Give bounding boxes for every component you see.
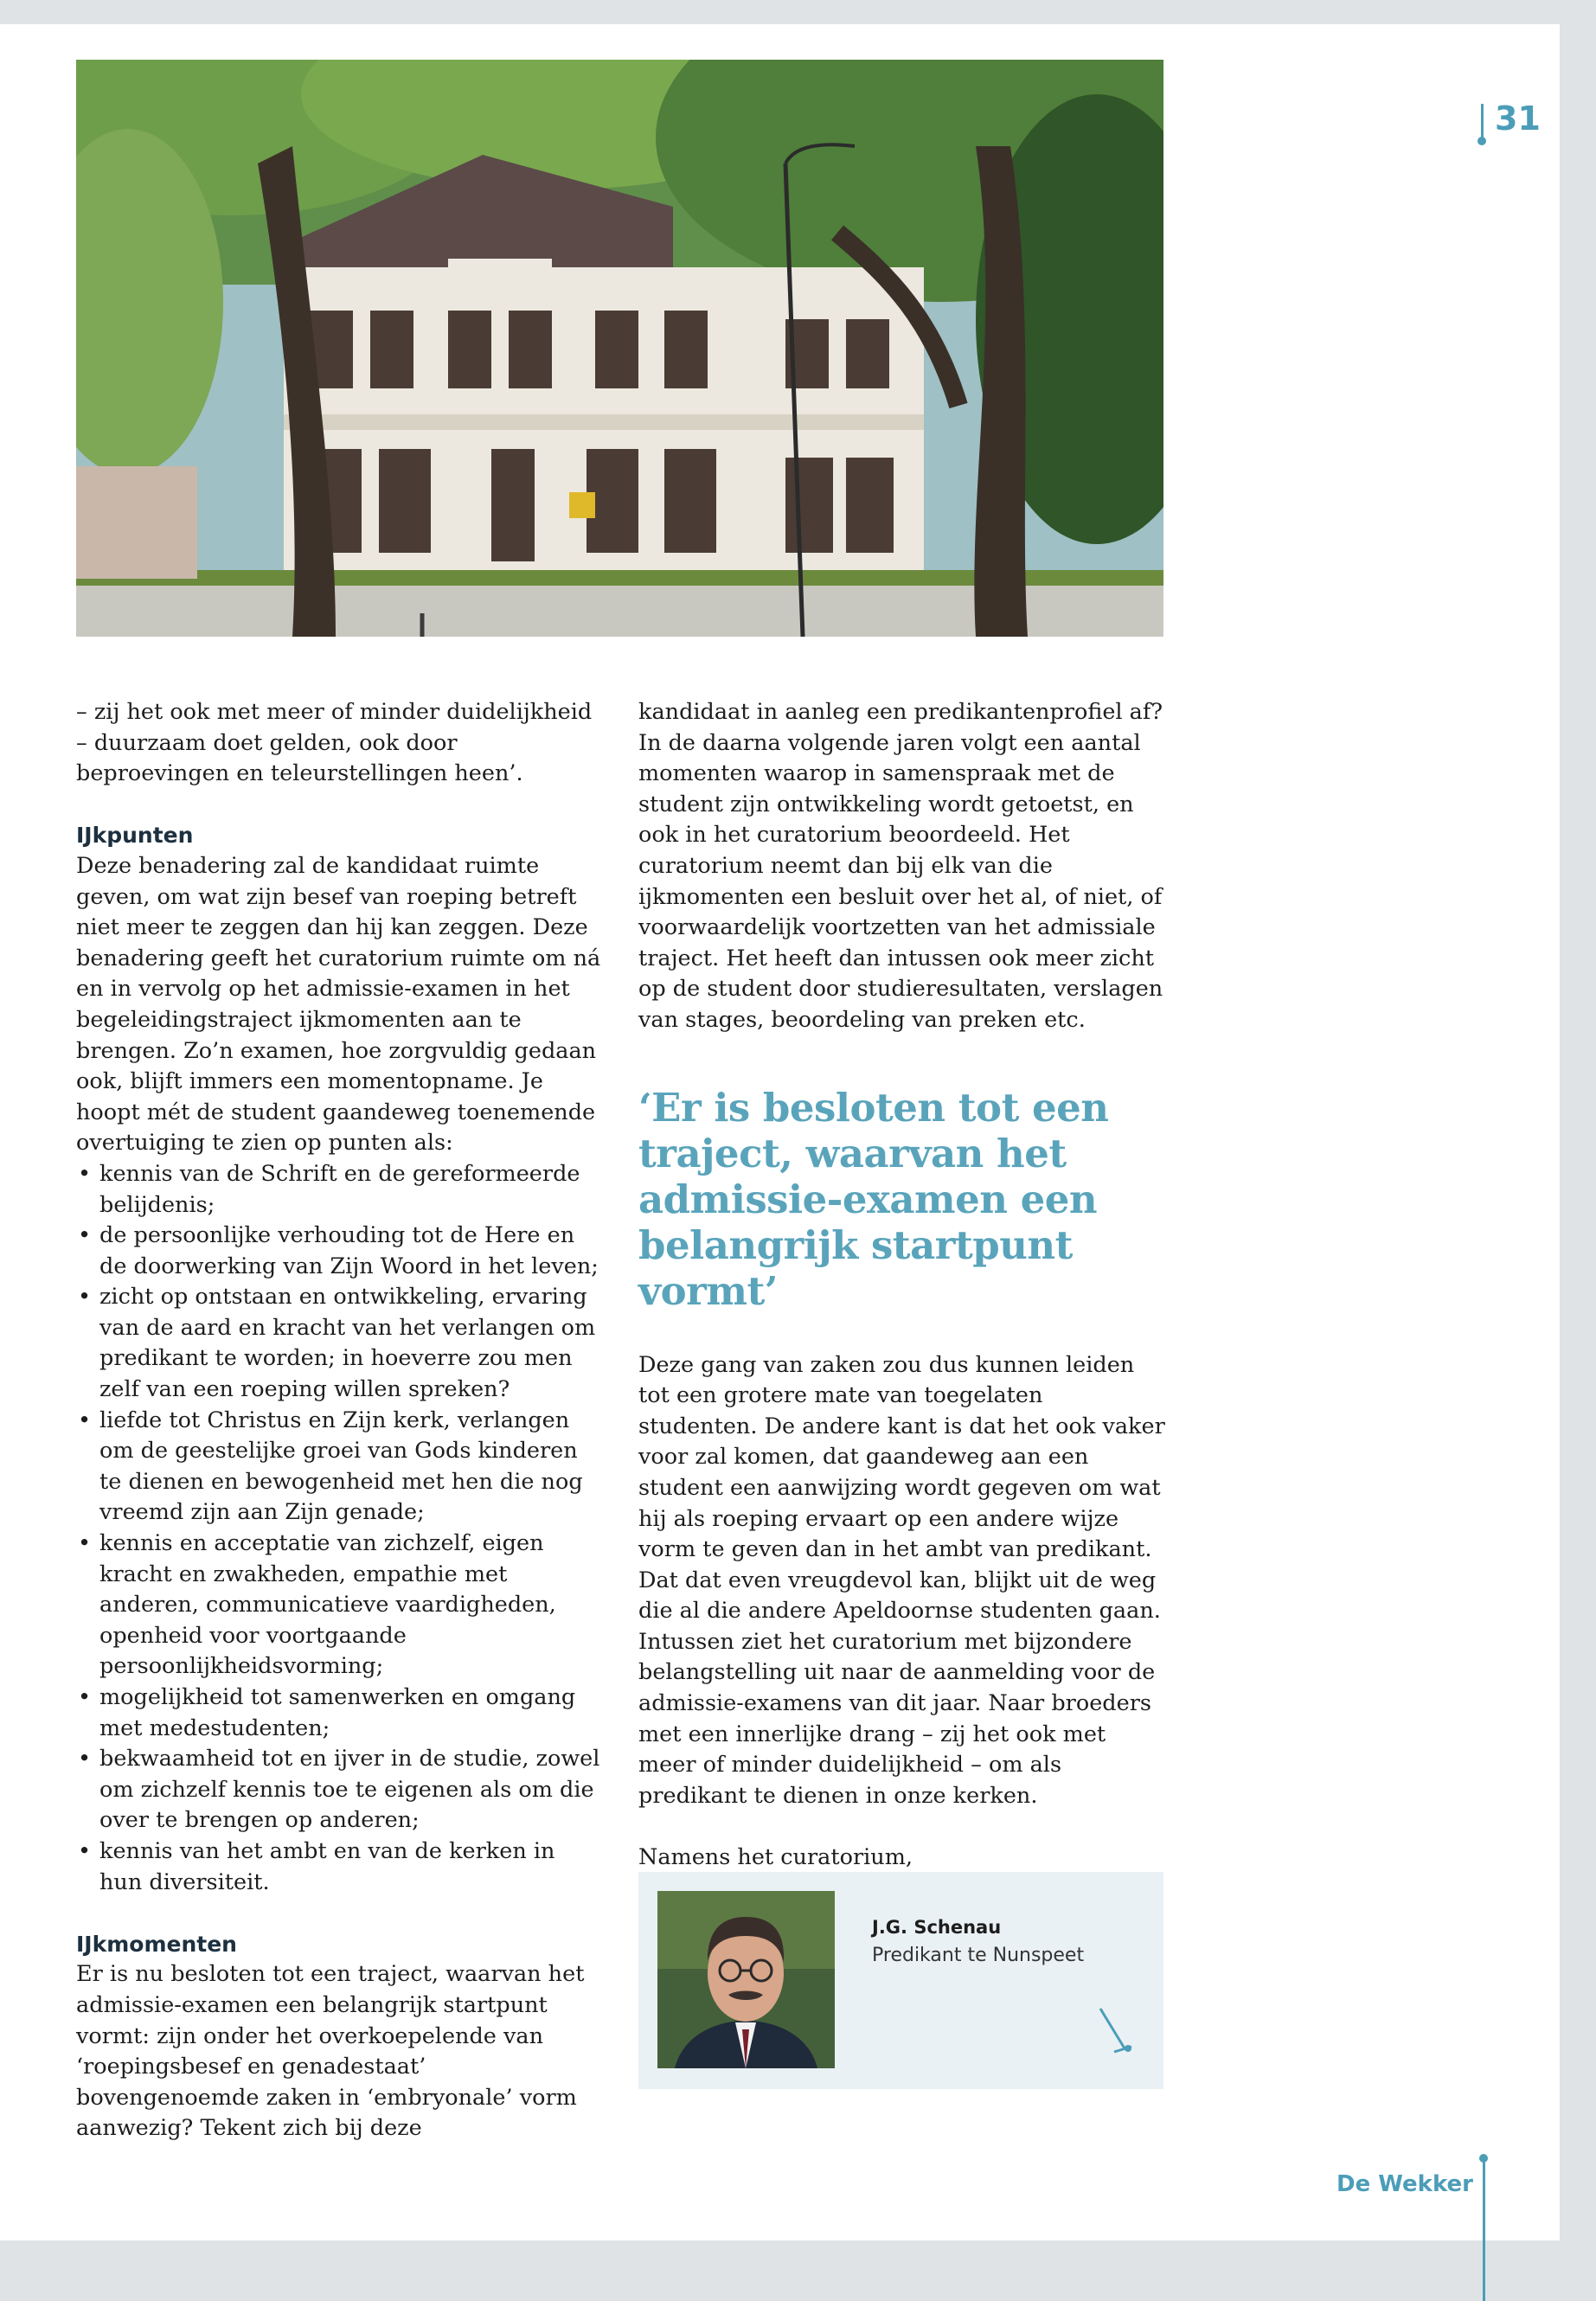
- signature-line-1: Namens het curatorium,: [638, 1844, 913, 1871]
- list-item: • kennis van de Schrift en de gereformeerde belijdenis;: [76, 1159, 604, 1221]
- footer-line: [1483, 2158, 1485, 2301]
- intro-paragraph: – zij het ook met meer of minder duidelijkheid – duurzaam doet gelden, ook door beproevingen en teleurstellingen heen’.: [76, 699, 593, 787]
- left-column: [76, 697, 604, 2144]
- portrait-photo: [657, 1891, 835, 2068]
- list-item: • zicht op ontstaan en ontwikkeling, ervaring van de aard en kracht van het verlangen om predikant te worden; in hoeverre zou men zelf van een roeping willen spreken?: [76, 1282, 604, 1405]
- list-item: • mogelijkheid tot samenwerken en omgang met medestudenten;: [76, 1682, 604, 1744]
- ijkpunten-paragraph: Deze benadering zal de kandidaat ruimte geven, om wat zijn besef van roeping betreft niet meer te zeggen dan hij kan zeggen. Deze benadering geeft het curatorium ruimte om ná en in vervolg op het admissie-examen in het begeleidingstraject ijkmomenten aan te brengen. Zo’n examen, hoe zorgvuldig gedaan ook, blijft immers een momentopname. Je hoopt mét de student gaandeweg toenemende overtuiging te zien op punten als:: [76, 852, 601, 1157]
- pull-quote: ‘Er is besloten tot een traject, waarvan het admissie-examen een belangrijk startpunt vormt’: [638, 1084, 1109, 1314]
- section-heading-ijkpunten: IJkpunten: [76, 823, 194, 849]
- portrait-illustration: [657, 1891, 835, 2068]
- section-heading-ijkmomenten: IJkmomenten: [76, 1931, 237, 1957]
- continuation-paragraph: kandidaat in aanleg een predikantenprofiel af? In de daarna volgende jaren volgt een aantal momenten waarop in samenspraak met de student zijn ontwikkeling wordt getoetst, en ook in het curatorium beoordeeld. Het curatorium neemt dan bij elk van die ijkmomenten een besluit over het al, of niet, of voorwaardelijk voortzetten van het admissiale traject. Het heeft dan intussen ook meer zicht op de student door studieresultaten, verslagen van stages, beoordeling van preken etc.: [638, 699, 1163, 1033]
- magazine-name: De Wekker: [1336, 2171, 1473, 2197]
- list-item: • bekwaamheid tot en ijver in de studie, zowel om zichzelf kennis toe te eigenen als om die over te brengen op anderen;: [76, 1744, 604, 1836]
- page-number: 31: [1495, 99, 1541, 138]
- footer-dot: [1479, 2154, 1488, 2163]
- ijkmomenten-paragraph: Er is nu besloten tot een traject, waarvan het admissie-examen een belangrijk startpunt vormt: zijn onder het overkoepelende van ‘roepingsbesef en genadestaat’ bovengenoemde zaken in ‘embryonale’ vorm aanwezig? Tekent zich bij deze: [76, 1961, 585, 2142]
- criteria-list: [76, 1159, 604, 1898]
- author-box: [638, 1872, 1163, 2089]
- house-photo-illustration: [76, 60, 1163, 637]
- author-role: Predikant te Nunspeet: [872, 1945, 1085, 1966]
- conclusion-paragraph: Deze gang van zaken zou dus kunnen leiden tot een grotere mate van toegelaten studenten. De andere kant is dat het ook vaker voor zal komen, dat gaandeweg aan een student een aanwijzing wordt gegeven om wat hij als roeping ervaart op een andere wijze vorm te geven dan in het ambt van predikant. Dat dat even vreugdevol kan, blijkt uit de weg die al die andere Apeldoornse studenten gaan. Intussen ziet het curatorium met bijzondere belangstelling uit naar de aanmelding voor de admissie-examens van dit jaar. Naar broeders met een innerlijke drang – zij het ook met meer of minder duidelijkheid – om als predikant te dienen in onze kerken.: [638, 1351, 1165, 1809]
- house-with-trees-photo: [76, 60, 1163, 637]
- list-item: • de persoonlijke verhouding tot de Here en de doorwerking van Zijn Woord in het leven;: [76, 1221, 604, 1282]
- list-item: • kennis en acceptatie van zichzelf, eigen kracht en zwakheden, empathie met anderen, communicatieve vaardigheden, openheid voor voortgaande persoonlijkheidsvorming;: [76, 1529, 604, 1682]
- pen-mark-icon: [1099, 2007, 1133, 2059]
- right-column: [638, 697, 1166, 1904]
- list-item: • liefde tot Christus en Zijn kerk, verlangen om de geestelijke groei van Gods kinderen te dienen en bewogenheid met hen die nog vreemd zijn aan Zijn genade;: [76, 1406, 604, 1529]
- author-name: J.G. Schenau: [872, 1917, 1002, 1938]
- page-number-dot: [1477, 137, 1486, 145]
- list-item: • kennis van het ambt en van de kerken in hun diversiteit.: [76, 1836, 604, 1898]
